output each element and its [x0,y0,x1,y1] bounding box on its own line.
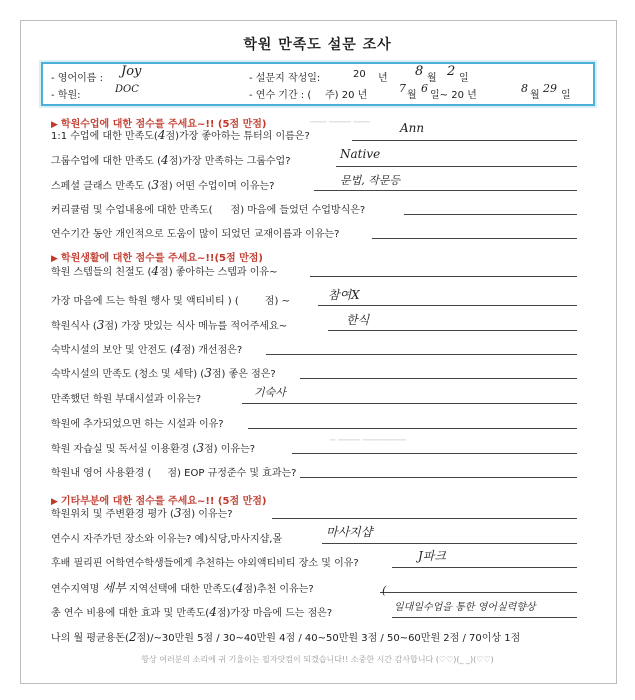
bleed-through-text: ━ ━━━━ ━━━━━━━━ [330,436,407,446]
score-value: 3 [151,178,160,192]
date-year: 20 [353,69,366,80]
score-value: 4 [235,581,244,595]
answer-line [380,592,577,593]
question-row: 나의 월 평균용돈(2점)/~30만원 5점 / 30~40만원 4점 / 40~50만원 3점 / 50~60만원 2점 / 70이상 1점 [51,630,521,644]
question-row: 학원 자습실 및 독서실 이용환경 (3점) 이유는? [51,441,256,455]
question-row: 숙박시설의 만족도 (청소 및 세탁) (3점) 좋은 점은? [51,366,276,380]
answer-line [310,276,577,277]
bleed-through-text: ━━━ ━━━━ ━━━ [310,118,370,128]
question-row: 숙박시설의 보안 및 안전도 (4점) 개선점은? [51,342,243,356]
answer-text: 참여X [328,288,360,302]
footer-note: 항상 여러분의 소리에 귀 기울이는 필자닷컴이 되겠습니다!! 소중한 시간 감사합니다 (♡♡)(_ _)(♡♡) [141,655,494,664]
score-value: 3 [96,318,105,332]
period-start-month: 7 [399,82,406,95]
answer-line [372,238,577,239]
answer-text: J파크 [418,549,446,563]
question-row: 커리큘럼 및 수업내용에 대한 만족도( 점) 마음에 들었던 수업방식은? [51,205,366,216]
score-value: 3 [204,366,212,380]
question-row: 후배 필리핀 어학연수학생들에게 추천하는 야외액티비티 장소 및 이유? [51,558,359,569]
school-value: DOC [115,84,139,95]
question-row: 만족했던 학원 부대시설과 이유는? [51,394,202,405]
answer-line [392,567,577,568]
question-row: 연수시 자주가던 장소와 이유는? 예)식당,마사지샵,몰 [51,534,283,545]
question-row: 학원위치 및 주변환경 평가 (3점) 이유는? [51,506,233,520]
period-end-day: 29 [543,82,557,95]
answer-line [336,166,577,167]
triangle-bullet-icon: ▶ [51,254,58,264]
question-row: 학원식사 (3점) 가장 맛있는 식사 메뉴를 적어주세요~ [51,318,288,332]
question-row: 학원 스텝들의 친절도 (4점) 좋아하는 스텝과 이유~ [51,264,278,278]
section-heading: ▶ 기타부분에 대한 점수를 주세요~!! (5점 만점) [51,496,267,507]
section-heading: ▶ 학원생활에 대한 점수를 주세요~!!(5점 만점) [51,253,264,264]
answer-text: Ann [400,121,425,135]
triangle-bullet-icon: ▶ [51,497,58,507]
triangle-bullet-icon: ▶ [51,120,58,130]
name-label: - 영어이름 : [51,73,103,84]
score-value: 4 [173,342,182,356]
answer-line [292,453,577,454]
date-day-suffix: 일 [459,73,469,84]
answer-line [404,214,577,215]
answer-line [328,330,577,331]
score-value: 4 [157,128,166,142]
question-row: 총 연수 비용에 대한 효과 및 만족도(4점)가장 마음에 드는 점은? [51,605,333,619]
answer-text: 마사지샵 [326,525,373,539]
answer-line [322,543,577,544]
answer-line [266,354,577,355]
answer-text: Native [340,147,381,161]
answer-line [392,617,577,618]
question-row: 1:1 수업에 대한 만족도(4점)가장 좋아하는 튜터의 이름은? [51,128,310,142]
answer-line [248,428,577,429]
question-row: 학원내 영어 사용환경 ( 점) EOP 규정준수 및 효과는? [51,468,297,479]
answer-text: 기숙사 [254,386,286,399]
answer-line [272,518,577,519]
answer-text: 한식 [346,313,370,327]
period-text: 주) 20 년 [325,90,368,101]
question-row: 연수기간 동안 개인적으로 도움이 많이 되었던 교재이름과 이유는? [51,229,340,240]
answer-line [300,477,577,478]
answer-line [352,140,577,141]
question-row: 그룹수업에 대한 만족도 (4점)가장 만족하는 그룹수업? [51,153,291,167]
answer-line [300,378,577,379]
date-label: - 설문지 작성일: [249,73,321,84]
period-start-day-suffix: 일~ 20 년 [430,90,477,101]
question-row: 학원에 추가되었으면 하는 시설과 이유? [51,419,224,430]
period-label: - 연수 기간 : ( [249,90,312,101]
answer-text: 문법, 작문등 [340,174,401,187]
score-value: 4 [209,605,217,619]
date-day: 2 [447,64,456,79]
date-month: 8 [415,64,424,79]
question-row: 가장 마음에 드는 학원 행사 및 액티비티 ) ( 점) ~ [51,296,290,307]
question-row: 연수지역명 세부 지역선택에 대한 만족도(4점)추천 이유는? [51,581,314,595]
answer-open-paren: ( [382,584,387,597]
school-label: - 학원: [51,90,81,101]
period-start-month-suffix: 월 [407,90,417,101]
score-value: 4 [161,153,169,167]
answer-line [242,403,577,404]
period-end-month-suffix: 월 [530,90,540,101]
page-title: 학원 만족도 설문 조사 [243,37,392,53]
name-value: Joy [121,64,142,79]
score-value: 2 [128,630,137,644]
period-end-day-suffix: 일 [561,90,571,101]
question-row: 스페셜 클래스 만족도 (3점) 어떤 수업이며 이유는? [51,178,275,192]
region-value: 세부 [102,581,126,595]
answer-line [318,305,577,306]
date-year-suffix: 년 [378,73,388,84]
period-start-day: 6 [421,82,428,95]
section-heading: ▶ 학원수업에 대한 점수를 주세요~!! (5점 만점) [51,119,267,130]
answer-text: 일대일수업을 통한 영어실력향상 [394,602,536,613]
date-month-suffix: 월 [427,73,437,84]
score-value: 3 [196,441,205,455]
score-value: 3 [173,506,182,520]
period-end-month: 8 [521,82,528,95]
info-box [41,62,595,106]
score-value: 4 [151,264,160,278]
answer-line [314,190,577,191]
